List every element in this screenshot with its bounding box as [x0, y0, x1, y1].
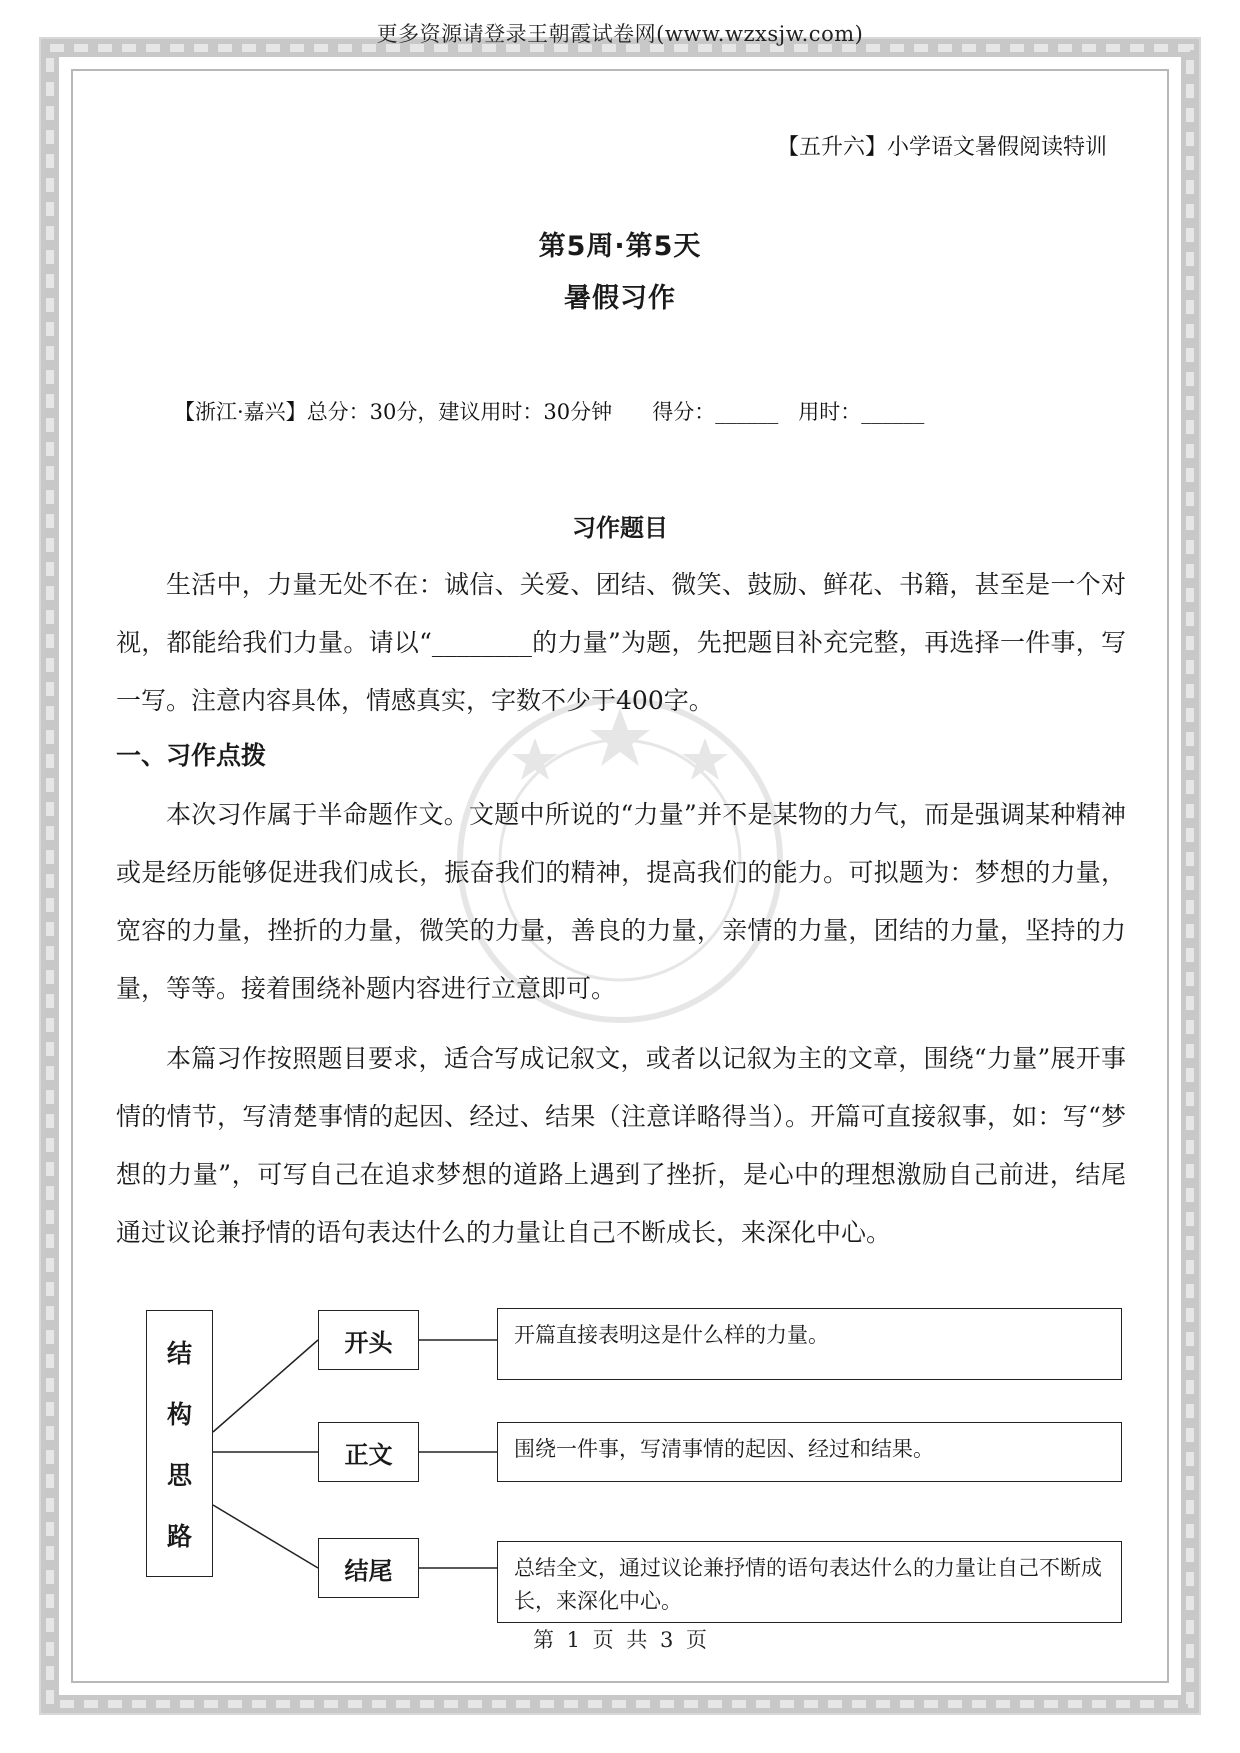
prompt-heading: 习作题目 [572, 514, 668, 542]
series-label: 【五升六】小学语文暑假阅读特训 [776, 135, 1107, 160]
section-heading-guidance: 一、习作点拨 [116, 741, 267, 770]
guidance-paragraph-1: 本次习作属于半命题作文。文题中所说的“力量”并不是某物的力气，而是强调某种精神或是经历能够促进我们成长，振奋我们的精神，提高我们的能力。可拟题为：梦想的力量，宽容的力量，挫折的力量，微笑的力量，善良的力量，亲情的力量，团结的力量，坚持的力量，等等。接着围绕补题内容进行立意即可。 [116, 800, 1126, 1003]
diagram-desc-body: 围绕一件事，写清事情的起因、经过和结果。 [497, 1422, 1122, 1482]
site-header: 更多资源请登录王朝霞试卷网(www.wzxsjw.com) [376, 22, 864, 46]
diagram-root-box [146, 1310, 213, 1577]
total-score: 总分：30分，建议用时：30分钟 [306, 400, 613, 424]
page-title-week-day: 第5周·第5天 [538, 231, 702, 262]
diagram-desc-ending: 总结全文，通过议论兼抒情的语句表达什么的力量让自己不断成长，来深化中心。 [497, 1541, 1122, 1623]
exam-meta [174, 396, 924, 426]
structure-diagram [0, 1300, 1240, 1613]
diagram-part-body: 正文 [318, 1422, 419, 1482]
score-field: 得分：______ [652, 400, 779, 424]
prompt-text: 生活中，力量无处不在：诚信、关爱、团结、微笑、鼓励、鲜花、书籍，甚至是一个对视，都能给我们力量。请以“________的力量”为题，先把题目补充完整，再选择一件事，写一写。注意内容具体，情感真实，字数不少于400字。 [116, 570, 1126, 715]
guidance-paragraph-2: 本篇习作按照题目要求，适合写成记叙文，或者以记叙为主的文章，围绕“力量”展开事情的情节，写清楚事情的起因、经过、结果（注意详略得当）。开篇可直接叙事，如：写“梦想的力量”，可写自己在追求梦想的道路上遇到了挫折，是心中的理想激励自己前进，结尾通过议论兼抒情的语句表达什么的力量让自己不断成长，来深化中心。 [116, 1044, 1126, 1247]
page-title: 暑假习作 [564, 283, 676, 314]
diagram-root-char: 思 [166, 1461, 192, 1491]
page-number: 第 1 页 [532, 1628, 614, 1652]
region-label: 【浙江·嘉兴】 [174, 400, 307, 424]
diagram-desc-opening: 开篇直接表明这是什么样的力量。 [497, 1308, 1122, 1380]
diagram-part-ending: 结尾 [318, 1538, 419, 1598]
time-field: 用时：______ [798, 400, 925, 424]
diagram-root-char: 路 [166, 1522, 192, 1552]
diagram-part-opening: 开头 [318, 1310, 419, 1370]
diagram-root-char: 结 [166, 1338, 192, 1368]
diagram-root-char: 构 [166, 1399, 192, 1429]
page-footer [0, 1624, 1240, 1654]
page-total: 共 3 页 [626, 1628, 708, 1652]
